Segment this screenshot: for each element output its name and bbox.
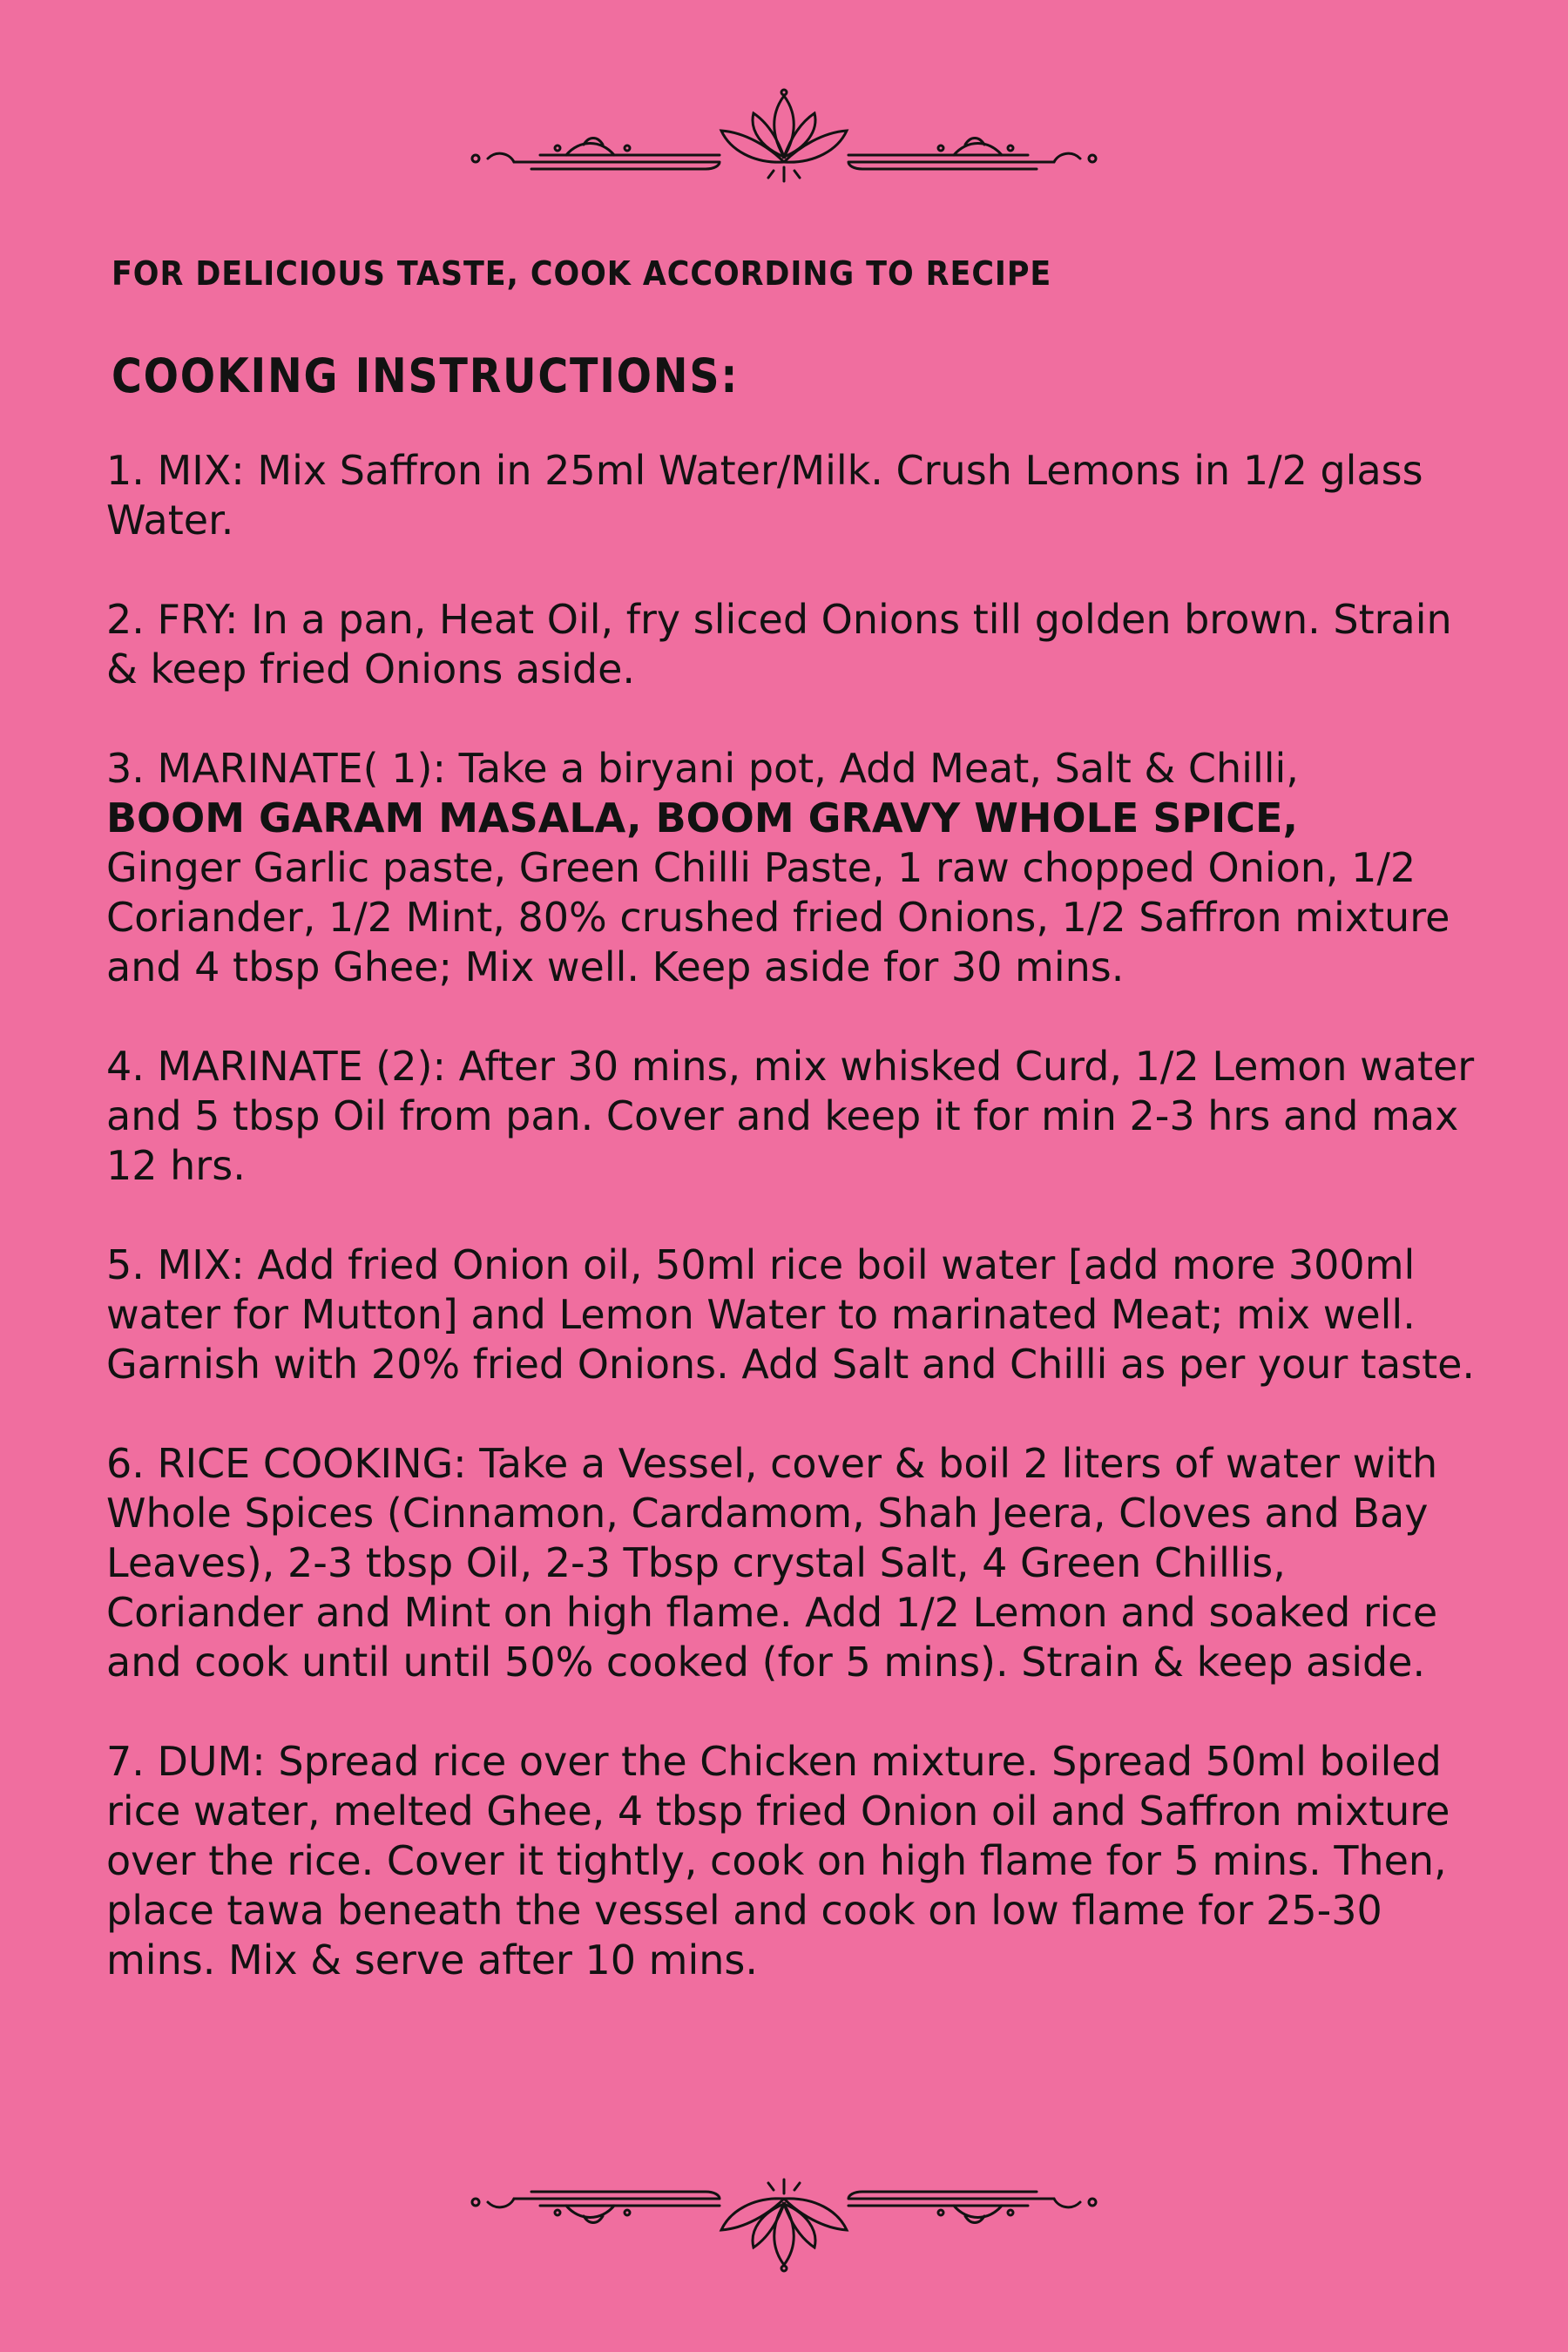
step-6: 6. RICE COOKING: Take a Vessel, cover & boil 2 liters of water with Whole Spices (Cinnamon, Cardamom, Shah Jeera, Cloves and Bay Leaves), 2-3 tbsp Oil, 2-3 Tbsp crystal Salt, 4 Green Chillis, Coriander and Mint on high flame. Add 1/2 Lemon and soaked rice and cook until until 50% cooked (for 5 mins). Strain & keep aside. xyxy=(106,1440,1438,1686)
step-7: 7. DUM: Spread rice over the Chicken mixture. Spread 50ml boiled rice water, melted Ghee, 4 tbsp fried Onion oil and Saffron mixture over the rice. Cover it tightly, cook on high flame for 5 mins. Then, place tawa beneath the vessel and cook on low flame for 25-30 mins. Mix & serve after 10 mins. xyxy=(106,1738,1450,1984)
lotus-divider-bottom-icon xyxy=(0,2160,1568,2274)
step-1: 1. MIX: Mix Saffron in 25ml Water/Milk. Crush Lemons in 1/2 glass Water. xyxy=(106,447,1423,544)
step-3 xyxy=(106,744,1483,992)
step-2: 2. FRY: In a pan, Heat Oil, fry sliced Onions till golden brown. Strain & keep fried Onions aside. xyxy=(106,596,1452,693)
step-3-highlight: BOOM GARAM MASALA, BOOM GRAVY WHOLE SPICE, xyxy=(106,794,1298,841)
step-4: 4. MARINATE (2): After 30 mins, mix whisked Curd, 1/2 Lemon water and 5 tbsp Oil from pan. Cover and keep it for min 2-3 hrs and max 12 hrs. xyxy=(106,1043,1475,1189)
step-3-intro: 3. MARINATE( 1): Take a biryani pot, Add Meat, Salt & Chilli, xyxy=(106,745,1299,792)
lotus-divider-top-icon xyxy=(0,87,1568,200)
step-3-rest: Ginger Garlic paste, Green Chilli Paste, 1 raw chopped Onion, 1/2 Coriander, 1/2 Mint, 80% crushed fried Onions, 1/2 Saffron mixture and 4 tbsp Ghee; Mix well. Keep aside for 30 mins. xyxy=(106,844,1450,990)
section-heading: COOKING INSTRUCTIONS: xyxy=(112,348,740,403)
tagline: FOR DELICIOUS TASTE, COOK ACCORDING TO RECIPE xyxy=(112,254,1052,293)
step-5: 5. MIX: Add fried Onion oil, 50ml rice boil water [add more 300ml water for Mutton] and Lemon Water to marinated Meat; mix well. Garnish with 20% fried Onions. Add Salt and Chilli as per your taste. xyxy=(106,1241,1476,1388)
instruction-list xyxy=(106,446,1483,2035)
